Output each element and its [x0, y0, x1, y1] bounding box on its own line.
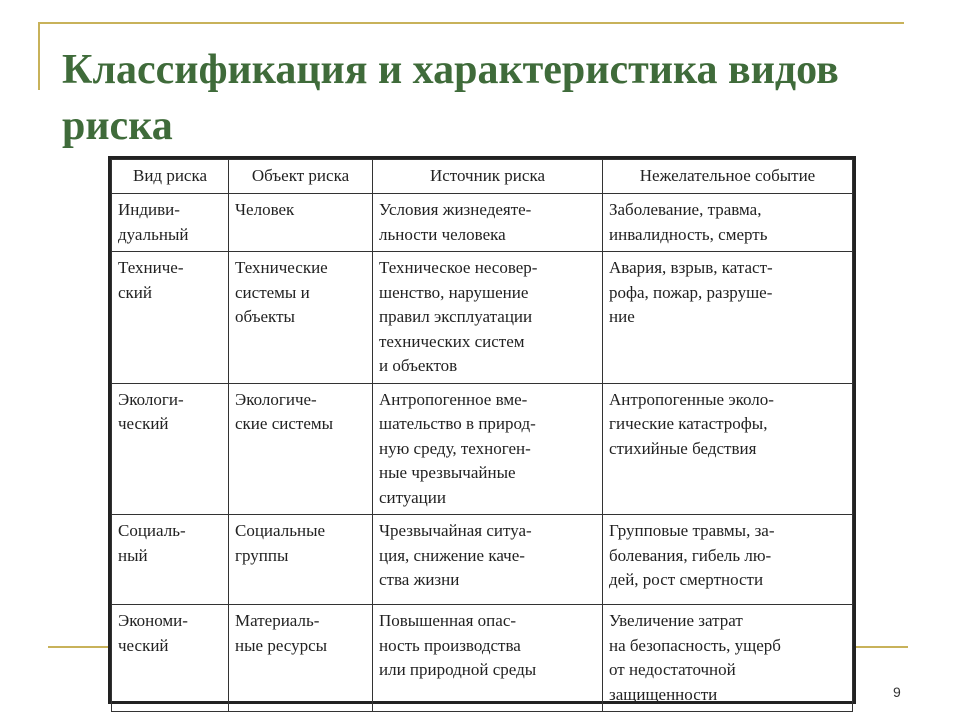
cell-risk-source: Чрезвычайная ситуа- ция, снижение каче- ства жизни [373, 515, 603, 605]
cell-risk-source: Условия жизнедеяте- льности человека [373, 194, 603, 252]
cell-risk-object: Социальные группы [229, 515, 373, 605]
table-row [112, 252, 853, 384]
cell-risk-source: Техническое несовер- шенство, нарушение правил эксплуатации технических систем и объектов [373, 252, 603, 384]
header-risk-type: Вид риска [112, 160, 229, 194]
cell-risk-source: Повышенная опас- ность производства или природной среды [373, 605, 603, 712]
cell-risk-source: Антропогенное вме- шательство в природ- ную среду, техноген- ные чрезвычайные ситуации [373, 383, 603, 515]
table-row [112, 383, 853, 515]
cell-risk-type: Социаль- ный [112, 515, 229, 605]
cell-risk-type: Индиви- дуальный [112, 194, 229, 252]
cell-risk-object: Экологиче- ские системы [229, 383, 373, 515]
frame-left-line [38, 22, 40, 90]
cell-undesired-event: Увеличение затрат на безопасность, ущерб от недостаточной защищенности [603, 605, 853, 712]
cell-undesired-event: Групповые травмы, за- болевания, гибель лю- дей, рост смертности [603, 515, 853, 605]
slide-title: Классификация и характеристика видов риска [62, 47, 839, 149]
risk-classification-table [111, 159, 853, 712]
cell-undesired-event: Авария, взрыв, катаст- рофа, пожар, разруше- ние [603, 252, 853, 384]
table-row [112, 605, 853, 712]
cell-risk-type: Техниче- ский [112, 252, 229, 384]
table-header-row [112, 160, 853, 194]
header-risk-object: Объект риска [229, 160, 373, 194]
header-undesired-event: Нежелательное событие [603, 160, 853, 194]
header-risk-source: Источник риска [373, 160, 603, 194]
table-row [112, 515, 853, 605]
cell-risk-type: Экономи- ческий [112, 605, 229, 712]
cell-undesired-event: Антропогенные эколо- гические катастрофы, стихийные бедствия [603, 383, 853, 515]
cell-undesired-event: Заболевание, травма, инвалидность, смерть [603, 194, 853, 252]
cell-risk-type: Экологи- ческий [112, 383, 229, 515]
frame-top-line [38, 22, 904, 24]
cell-risk-object: Человек [229, 194, 373, 252]
cell-risk-object: Технические системы и объекты [229, 252, 373, 384]
table-row [112, 194, 853, 252]
cell-risk-object: Материаль- ные ресурсы [229, 605, 373, 712]
risk-table-container [108, 156, 856, 704]
page-number: 9 [893, 684, 901, 700]
